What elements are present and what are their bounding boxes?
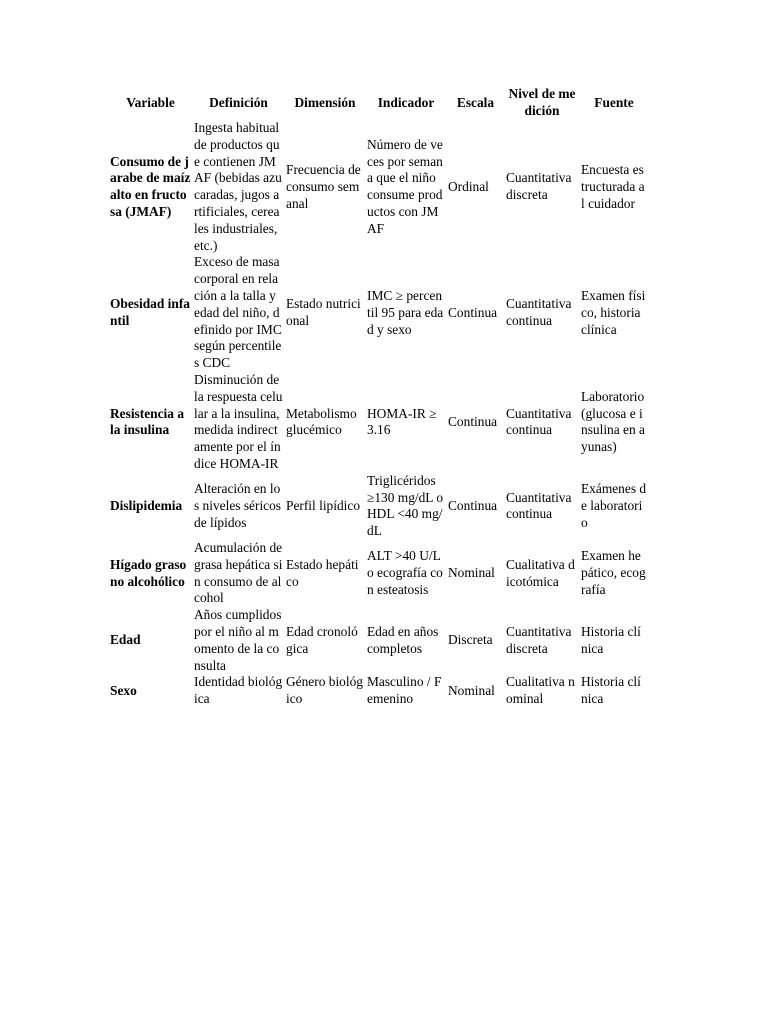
cell-nivel: Cuantitativa discreta <box>506 170 572 203</box>
cell-fuente: Laboratorio (glucosa e insulina en ayunas) <box>581 388 645 455</box>
cell-indicador: HOMA-IR ≥ 3.16 <box>367 405 437 438</box>
cell-indicador: IMC ≥ percentil 95 para edad y sexo <box>367 287 444 337</box>
cell-definicion: Acumulación de grasa hepática sin consumo de alcohol <box>194 539 283 606</box>
header-fuente: Fuente <box>594 94 634 110</box>
header-definicion: Definición <box>209 94 268 110</box>
cell-definicion: Alteración en los niveles séricos de lípidos <box>194 481 282 530</box>
cell-definicion: Exceso de masa corporal en relación a la talla y edad del niño, definido por IMC según percentiles CDC <box>194 254 282 371</box>
cell-escala: Continua <box>448 497 498 513</box>
cell-dimension: Estado nutricional <box>286 296 361 329</box>
header-escala: Escala <box>456 94 495 110</box>
table-row <box>108 254 648 372</box>
cell-variable: Dislipidemia <box>110 497 183 513</box>
cell-escala: Discreta <box>448 632 493 648</box>
header-variable: Variable <box>126 94 175 110</box>
cell-variable: Hígado graso no alcohólico <box>110 556 187 589</box>
cell-variable: Consumo de jarabe de maíz alto en fructosa (JMAF) <box>110 153 191 219</box>
table-row <box>108 372 648 473</box>
cell-nivel: Cualitativa dicotómica <box>506 556 575 589</box>
table-row <box>108 120 648 254</box>
cell-definicion: Identidad biológica <box>194 674 283 707</box>
cell-dimension: Metabolismo glucémico <box>286 405 357 438</box>
cell-indicador: ALT >40 U/L o ecografía con esteatosis <box>367 548 443 597</box>
cell-fuente: Examen físico, historia clínica <box>581 287 646 337</box>
cell-dimension: Edad cronológica <box>286 623 358 656</box>
cell-escala: Ordinal <box>448 178 489 194</box>
cell-indicador: Edad en años completos <box>367 623 439 656</box>
cell-dimension: Estado hepático <box>286 556 359 589</box>
cell-escala: Nominal <box>448 565 495 581</box>
cell-definicion: Disminución de la respuesta celular a la insulina, medida indirectamente por el índice HOMA-IR <box>194 371 283 471</box>
cell-indicador: Número de veces por semana que el niño consume productos con JMAF <box>367 136 443 236</box>
cell-variable: Obesidad infantil <box>110 296 190 329</box>
cell-definicion: Años cumplidos por el niño al momento de la consulta <box>194 607 282 673</box>
variables-table <box>108 86 648 708</box>
cell-fuente: Historia clínica <box>581 623 641 656</box>
table-row <box>108 473 648 540</box>
header-nivel-medicion: Nivel de medición <box>508 86 576 118</box>
table-header-row <box>108 86 648 120</box>
cell-nivel: Cualitativa nominal <box>506 674 575 707</box>
cell-variable: Sexo <box>110 682 137 698</box>
cell-dimension: Género biológico <box>286 674 363 707</box>
table-row <box>108 607 648 674</box>
cell-variable: Resistencia a la insulina <box>110 405 185 438</box>
cell-variable: Edad <box>110 632 141 648</box>
table-row <box>108 540 648 607</box>
cell-nivel: Cuantitativa continua <box>506 405 572 438</box>
header-dimension: Dimensión <box>294 94 356 110</box>
cell-fuente: Encuesta estructurada al cuidador <box>581 161 645 211</box>
cell-escala: Continua <box>448 304 498 320</box>
cell-escala: Continua <box>448 413 498 429</box>
header-indicador: Indicador <box>377 94 435 110</box>
cell-definicion: Ingesta habitual de productos que contienen JMAF (bebidas azucaradas, jugos artificiales, cereales industriales, etc.) <box>194 120 282 253</box>
cell-fuente: Historia clínica <box>581 674 641 707</box>
cell-dimension: Perfil lipídico <box>286 497 361 513</box>
cell-nivel: Cuantitativa continua <box>506 296 572 329</box>
cell-nivel: Cuantitativa discreta <box>506 623 572 656</box>
table-row <box>108 674 648 708</box>
cell-indicador: Triglicéridos ≥130 mg/dL o HDL <40 mg/dL <box>367 472 444 539</box>
cell-fuente: Examen hepático, ecografía <box>581 548 646 597</box>
cell-fuente: Exámenes de laboratorio <box>581 481 647 530</box>
cell-escala: Nominal <box>448 682 495 698</box>
cell-dimension: Frecuencia de consumo semanal <box>286 161 361 211</box>
cell-indicador: Masculino / Femenino <box>367 674 442 707</box>
cell-nivel: Cuantitativa continua <box>506 489 572 522</box>
